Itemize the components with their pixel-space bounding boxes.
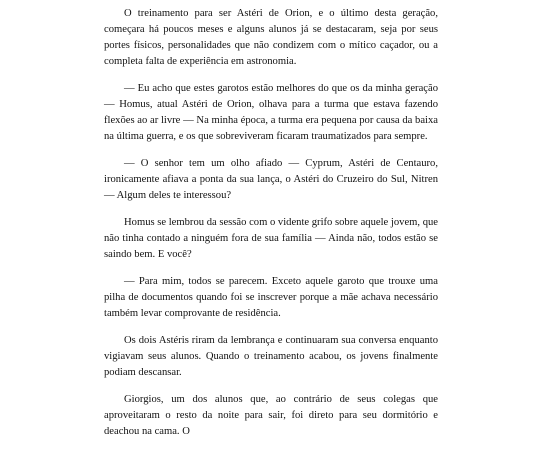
paragraph-2: — Eu acho que estes garotos estão melhores do que os da minha geração — Homus, atual Astéri de Orion, olhava para a turma que estava fazendo flexões ao ar livre — Na minha época, a turma era pequena por causa da baixa na última guerra, e os que sobreviveram ficaram traumatizados para sempre. — [104, 83, 438, 142]
text-body — [104, 6, 438, 451]
paragraph-7: Giorgios, um dos alunos que, ao contrário de seus colegas que aproveitaram o resto da noite para sair, foi direto para seu dormitório e deachou na cama. O — [104, 394, 438, 437]
paragraph-3: — O senhor tem um olho afiado — Cyprum, Astéri de Centauro, ironicamente afiava a ponta da sua lança, o Astéri do Cruzeiro do Sul, Nitren — Algum deles te interessou? — [104, 158, 438, 201]
paragraph-4: Homus se lembrou da sessão com o vidente grifo sobre aquele jovem, que não tinha contado a ninguém fora de sua família — Ainda não, todos estão se saindo bem. E você? — [104, 217, 438, 260]
paragraph-1: O treinamento para ser Astéri de Orion, e o último desta geração, começara há poucos meses e alguns alunos já se destacaram, seja por seus portes físicos, personalidades que não condizem com o mítico caçador, ou a completa falta de experiência em astronomia. — [104, 8, 438, 67]
paragraph-6: Os dois Astéris riram da lembrança e continuaram sua conversa enquanto vigiavam seus alunos. Quando o treinamento acabou, os jovens finalmente podiam descansar. — [104, 335, 438, 378]
paragraph-5: — Para mim, todos se parecem. Exceto aquele garoto que trouxe uma pilha de documentos quando foi se inscrever porque a mãe achava necessário também levar comprovante de residência. — [104, 276, 438, 319]
